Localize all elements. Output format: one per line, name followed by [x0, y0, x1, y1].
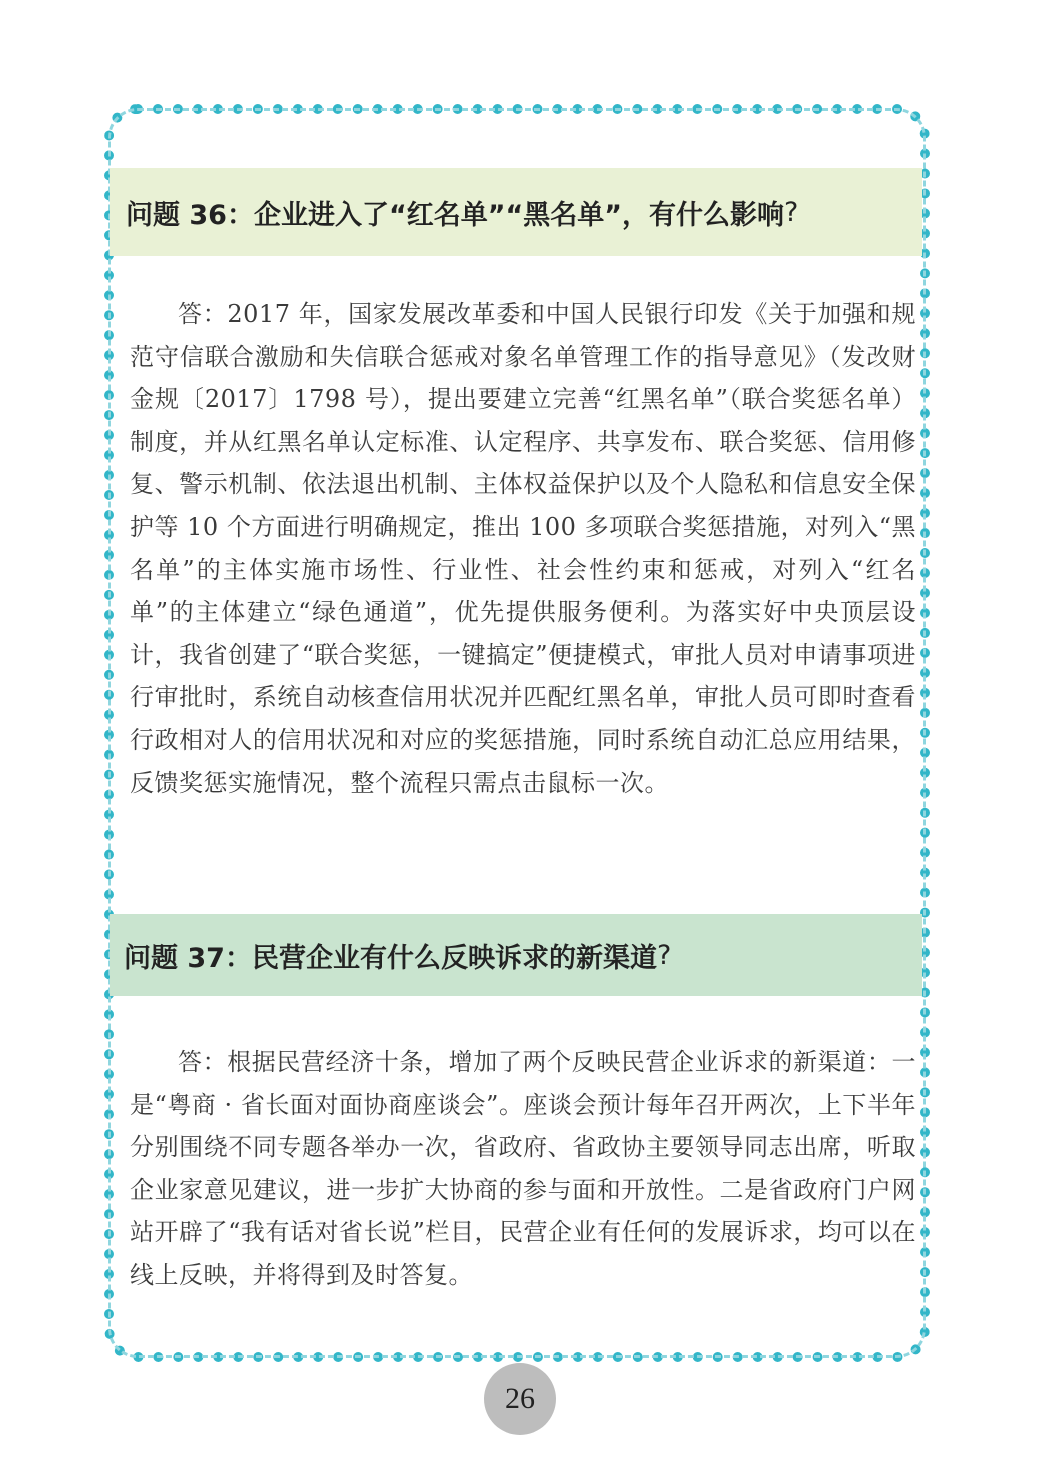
question-37-answer	[130, 1041, 916, 1297]
question-36-heading-band	[110, 168, 922, 256]
question-36-answer-text: 答：2017 年，国家发展改革委和中国人民银行印发《关于加强和规范守信联合激励和失信联合惩戒对象名单管理工作的指导意见》（发改财金规〔2017〕1798 号），提出要建立完善“红黑名单”（联合奖惩名单）制度，并从红黑名单认定标准、认定程序、共享发布、联合奖惩、信用修复、警示机制、依法退出机制、主体权益保护以及个人隐私和信息安全保护等 10 个方面进行明确规定，推出 100 多项联合奖惩措施，对列入“黑名单”的主体实施市场性、行业性、社会性约束和惩戒，对列入“红名单”的主体建立“绿色通道”，优先提供服务便利。为落实好中央顶层设计，我省创建了“联合奖惩，一键搞定”便捷模式，审批人员对申请事项进行审批时，系统自动核查信用状况并匹配红黑名单，审批人员可即时查看行政相对人的信用状况和对应的奖惩措施，同时系统自动汇总应用结果，反馈奖惩实施情况，整个流程只需点击鼠标一次。	[130, 300, 916, 797]
page-number: 26	[505, 1382, 535, 1415]
question-36-answer	[130, 293, 916, 804]
question-37-title: 问题 37：民营企业有什么反映诉求的新渠道	[124, 942, 657, 974]
page-number-badge	[484, 1363, 556, 1435]
question-37-answer-text: 答：根据民营经济十条，增加了两个反映民营企业诉求的新渠道：一是“粤商 · 省长面对面协商座谈会”。座谈会预计每年召开两次，上下半年分别围绕不同专题各举办一次，省政府、省政协主要领导同志出席，听取企业家意见建议，进一步扩大协商的参与面和开放性。二是省政府门户网站开辟了“我有话对省长说”栏目，民营企业有任何的发展诉求，均可以在线上反映，并将得到及时答复。	[130, 1048, 916, 1289]
question-37-title-mark: ?	[656, 939, 672, 971]
question-36-title: 问题 36：企业进入了“红名单”“黑名单”，有什么影响	[126, 199, 784, 231]
question-36-title-mark: ?	[783, 196, 799, 228]
question-37-heading-band	[110, 914, 922, 996]
